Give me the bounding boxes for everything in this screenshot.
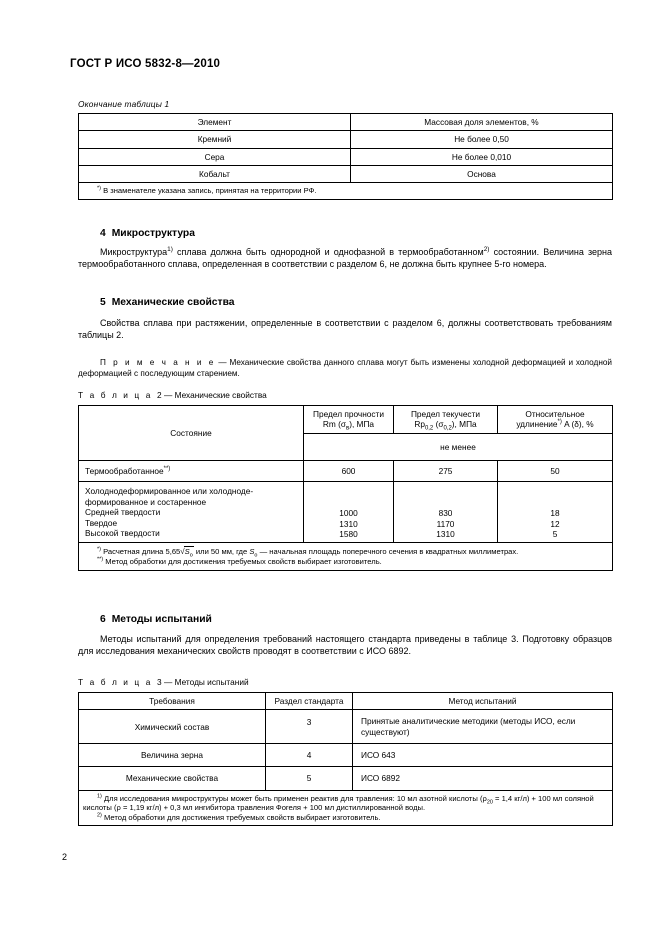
table2-header-yield-strength xyxy=(394,406,498,434)
table3-footnotes xyxy=(79,790,613,825)
table3-caption xyxy=(78,678,612,688)
footnote1-text-a: Для исследования микроструктуры может быть применен реактив для травления: 10 мл азотной кислоты (ρ xyxy=(104,793,487,803)
table2-value-a: 50 xyxy=(498,461,613,482)
table2-rp-medium: 830 xyxy=(438,508,453,519)
table2-state-cold-worked xyxy=(79,482,304,543)
section-6-paragraph: Методы испытаний для определения требований настоящего стандарта приведены в таблице 3. Подготовку образцов для исследования механических свойств проводят в соответствии с ИСО 6892. xyxy=(78,634,612,656)
table2-values-rp xyxy=(394,482,498,543)
table2-h3-sub1: 0,2 xyxy=(424,426,434,433)
note-dash: — xyxy=(215,358,230,367)
document-header: ГОСТ Р ИСО 5832-8—2010 xyxy=(70,58,221,70)
table-footnote-row xyxy=(79,790,613,825)
table2-state-medium: Средней твердости xyxy=(85,507,161,518)
table1-cell-element: Кремний xyxy=(79,131,351,148)
table-row-header xyxy=(79,114,613,131)
section-5-title: Механические свойства xyxy=(111,297,235,308)
footnote-text: В знаменателе указана запись, принятая на территории РФ. xyxy=(103,186,317,196)
table2-h3-mid: (σ xyxy=(433,419,444,430)
table1-footnote xyxy=(79,183,613,199)
footnote1-text-b: или 50 мм, где xyxy=(193,547,250,557)
table1-cell-value: Не более 0,50 xyxy=(351,131,613,148)
table3-caption-title: — Методы испытаний xyxy=(163,677,249,687)
section-4-text-a: Микроструктура xyxy=(100,247,168,257)
table2-footnotes xyxy=(79,543,613,570)
table2-h2-line2b: ), МПа xyxy=(349,419,375,430)
footnote2-text: Метод обработки для достижения требуемых свойств выбирает изготовитель. xyxy=(105,557,382,567)
table2-a-extra-hard: 5 xyxy=(552,528,558,539)
table2-header-state: Состояние xyxy=(79,406,304,461)
table-row-header xyxy=(79,693,613,710)
table-row xyxy=(79,767,613,790)
table2-caption xyxy=(78,391,612,401)
table1-cell-value: Основа xyxy=(351,166,613,183)
footnote1-so2: S xyxy=(249,547,255,557)
footnote1-so-sub: о xyxy=(189,552,193,559)
table2-h2-sub: в xyxy=(346,426,350,433)
footnote1-text-b: = 1,4 кг/л) + 100 мл соляной кислоты (ρ = 1,19 кг/л) + 0,3 мл ингибитора травления Фогеля + 100 мл дистиллированной воды. xyxy=(83,793,594,813)
table2-rm-extra-hard: 1580 xyxy=(339,528,358,539)
section-4-title: Микроструктура xyxy=(111,228,195,239)
table-2 xyxy=(78,405,613,571)
table2-h3-line2a: Rp xyxy=(414,419,425,430)
table2-caption-label: Т а б л и ц а xyxy=(78,390,153,400)
table3-caption-label: Т а б л и ц а xyxy=(78,677,153,687)
table3-cell-section: 3 xyxy=(266,710,353,744)
table2-h3-line1: Предел текучести xyxy=(410,409,481,419)
table-row xyxy=(79,461,613,482)
section-4-paragraph xyxy=(78,247,612,271)
table3-cell-section: 4 xyxy=(266,744,353,767)
footnote1-text-c: — начальная площадь поперечного сечения в квадратных миллиметрах. xyxy=(257,547,519,557)
table2-state-label: Термообработанное xyxy=(85,466,164,477)
table3-cell-requirement: Химический состав xyxy=(79,710,266,744)
section-5-number: 5 xyxy=(100,297,106,308)
note-text: Механические свойства данного сплава могут быть изменены холодной деформацией и холодной деформацией с последующим старением. xyxy=(78,358,612,379)
table1-caption: Окончание таблицы 1 xyxy=(78,99,170,109)
table3-cell-requirement: Величина зерна xyxy=(79,744,266,767)
footnote-marker: *) xyxy=(97,546,101,553)
table1-header-element: Элемент xyxy=(79,114,351,131)
section-6-heading xyxy=(100,614,612,626)
table2-h4-line2b: A (δ), % xyxy=(561,419,594,430)
table2-state-heat-treated xyxy=(79,461,304,482)
table2-footnote-2 xyxy=(83,557,608,566)
table3-cell-method: ИСО 6892 xyxy=(353,767,613,790)
table2-h4-sup: *) xyxy=(557,419,562,426)
section-4-text-b: сплава должна быть однородной и однофазной в термообработанном xyxy=(172,247,484,257)
footnote-marker: 2) xyxy=(97,812,102,819)
table2-state-hard: Твердое xyxy=(85,517,118,528)
table3-header-method: Метод испытаний xyxy=(353,693,613,710)
table2-a-hard: 12 xyxy=(550,518,560,529)
table2-h2-line1: Предел прочности xyxy=(313,409,384,419)
footnote-marker: *) xyxy=(97,185,101,192)
table3-cell-section: 5 xyxy=(266,767,353,790)
table2-values-a xyxy=(498,482,613,543)
table3-cell-method: Принятые аналитические методики (методы ИСО, если существуют) xyxy=(353,710,613,744)
section-5-paragraph: Свойства сплава при растяжении, определенные в соответствии с разделом 6, должны соответствовать требованиям таблицы 2. xyxy=(78,318,612,340)
table3-header-requirements: Требования xyxy=(79,693,266,710)
table2-value-rm: 600 xyxy=(304,461,394,482)
table1-cell-element: Сера xyxy=(79,148,351,165)
footnote-ref-1: 1) xyxy=(167,246,173,253)
footnote1-text-a: Расчетная длина 5,65 xyxy=(103,547,181,557)
table2-h3-line2b: ), МПа xyxy=(451,419,477,430)
table3-cell-method: ИСО 643 xyxy=(353,744,613,767)
section-4-text-c: состоянии. Величина зерна термообработанного сплава, определенная в соответствии с разделом 6, не должна быть крупнее 5-го номера. xyxy=(78,247,612,269)
table3-footnote-2 xyxy=(83,813,608,822)
section-5-heading xyxy=(100,297,612,309)
footnote2-text: Метод обработки для достижения требуемых свойств выбирает изготовитель. xyxy=(104,812,381,822)
table2-h4-line1: Относительное xyxy=(525,409,585,419)
table2-rm-medium: 1000 xyxy=(339,508,358,519)
section-6-number: 6 xyxy=(100,614,106,625)
table2-header-elongation xyxy=(498,406,613,434)
section-4-heading xyxy=(100,228,612,240)
table3-footnote-1 xyxy=(83,794,608,813)
table1-header-fraction: Массовая доля элементов, % xyxy=(351,114,613,131)
table-row xyxy=(79,166,613,183)
footnote-marker: 1) xyxy=(97,793,102,800)
table2-header-tensile-strength xyxy=(304,406,394,434)
table3-cell-requirement: Механические свойства xyxy=(79,767,266,790)
table2-caption-number: 2 xyxy=(157,390,162,400)
table-row xyxy=(79,744,613,767)
footnote-marker: **) xyxy=(97,556,104,563)
table-row xyxy=(79,148,613,165)
table-row xyxy=(79,482,613,543)
table2-h4-line2a: удлинение xyxy=(516,419,558,430)
table2-h2-line2a: Rm (σ xyxy=(322,419,347,430)
table1-cell-value: Не более 0,010 xyxy=(351,148,613,165)
sqrt-icon: √ xyxy=(180,547,185,557)
footnote-ref-2: 2) xyxy=(483,246,490,253)
table2-state-extra-hard: Высокой твердости xyxy=(85,527,160,538)
footnote1-rho-sub: 20 xyxy=(486,799,493,806)
section-5-note xyxy=(78,357,612,379)
footnote-ref-2star: **) xyxy=(163,466,171,473)
footnote1-so2-sub: о xyxy=(254,552,258,559)
table2-rm-hard: 1310 xyxy=(339,518,358,529)
table2-caption-title: — Механические свойства xyxy=(163,390,267,400)
table2-state-line2: формированное и состаренное xyxy=(85,496,207,507)
table-1 xyxy=(78,113,613,200)
table2-value-rp: 275 xyxy=(394,461,498,482)
table2-rp-hard: 1170 xyxy=(436,518,455,529)
section-6-title: Методы испытаний xyxy=(111,614,212,625)
table-footnote-row xyxy=(79,543,613,570)
section-4-number: 4 xyxy=(100,228,106,239)
table2-state-line1: Холоднодеформированное или холодноде- xyxy=(85,486,254,497)
table2-subheader-minimum: не менее xyxy=(304,433,613,460)
footnote1-so: S xyxy=(184,547,190,557)
table1-cell-element: Кобальт xyxy=(79,166,351,183)
page-number: 2 xyxy=(62,852,68,862)
table2-h3-sub2: 0,2 xyxy=(443,426,452,433)
table-3 xyxy=(78,692,613,826)
table2-footnote-1 xyxy=(83,546,608,557)
table3-caption-number: 3 xyxy=(157,677,162,687)
note-label: П р и м е ч а н и е xyxy=(100,358,216,367)
table-footnote-row xyxy=(79,183,613,199)
table-row-header xyxy=(79,406,613,434)
table2-a-medium: 18 xyxy=(550,508,560,519)
table3-header-section: Раздел стандарта xyxy=(266,693,353,710)
table2-values-rm xyxy=(304,482,394,543)
table-row xyxy=(79,131,613,148)
table2-rp-extra-hard: 1310 xyxy=(436,528,455,539)
table-row xyxy=(79,710,613,744)
